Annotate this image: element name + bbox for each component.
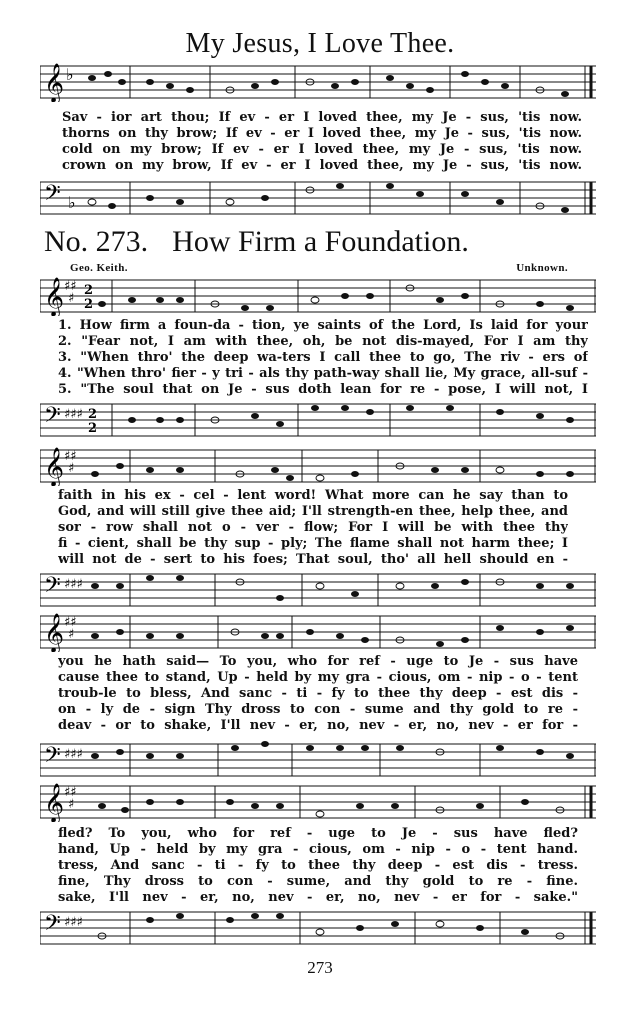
lyric-line: crown on my brow, If ev - er I loved thee, my Je - sus, 'tis now. bbox=[62, 158, 582, 173]
verse-lyrics bbox=[58, 826, 578, 906]
svg-text:♭: ♭ bbox=[66, 65, 74, 84]
lyric-line: 3. "When thro' the deep wa-ters I call thee to go, The riv - ers of bbox=[58, 350, 588, 365]
svg-text:♯♯♯: ♯♯♯ bbox=[64, 407, 83, 422]
svg-text:♯♯: ♯♯ bbox=[64, 279, 77, 294]
svg-text:♯♯: ♯♯ bbox=[64, 785, 77, 800]
svg-text:♯♯: ♯♯ bbox=[64, 615, 77, 630]
bass-staff bbox=[40, 740, 596, 780]
bass-staff bbox=[40, 908, 596, 948]
lyric-line: fi - cient, shall be thy sup - ply; The flame shall not harm thee; I bbox=[58, 536, 568, 551]
svg-text:2: 2 bbox=[84, 297, 94, 312]
svg-text:♯: ♯ bbox=[68, 797, 75, 812]
treble-staff bbox=[40, 62, 596, 102]
svg-text:𝄢: 𝄢 bbox=[44, 573, 61, 603]
svg-text:♯: ♯ bbox=[68, 461, 75, 476]
lyric-line: 5. "The soul that on Je - sus doth lean for re - pose, I will not, I bbox=[58, 382, 588, 397]
lyric-line: you he hath said— To you, who for ref - uge to Je - sus have bbox=[58, 654, 578, 669]
lyric-line: 4. "When thro' fier - y tri - als thy path-way shall lie, My grace, all-suf - bbox=[58, 366, 588, 381]
svg-text:𝄞: 𝄞 bbox=[44, 447, 65, 486]
bass-staff bbox=[40, 400, 596, 440]
treble-staff bbox=[40, 276, 596, 316]
bass-staff bbox=[40, 178, 596, 218]
lyric-line: troub-le to bless, And sanc - ti - fy to thee thy deep - est dis - bbox=[58, 686, 578, 701]
lyric-line: Sav - ior art thou; If ev - er I loved thee, my Je - sus, 'tis now. bbox=[62, 110, 582, 125]
svg-text:𝄢: 𝄢 bbox=[44, 403, 61, 433]
lyric-line: fine, Thy dross to con - sume, and thy gold to re - fine. bbox=[58, 874, 578, 889]
svg-text:2: 2 bbox=[88, 407, 98, 422]
lyric-line: sake, I'll nev - er, no, nev - er, no, nev - er for - sake." bbox=[58, 890, 578, 905]
lyric-line: tress, And sanc - ti - fy to thee thy deep - est dis - tress. bbox=[58, 858, 578, 873]
svg-text:♯: ♯ bbox=[68, 627, 75, 642]
svg-text:𝄞: 𝄞 bbox=[44, 277, 65, 316]
treble-staff bbox=[40, 612, 596, 652]
lyric-line: fled? To you, who for ref - uge to Je - sus have fled? bbox=[58, 826, 578, 841]
treble-staff bbox=[40, 446, 596, 486]
composer-credit: Geo. Keith. bbox=[70, 262, 128, 274]
svg-text:♯♯♯: ♯♯♯ bbox=[64, 915, 83, 930]
lyric-line: hand, Up - held by my gra - cious, om - nip - o - tent hand. bbox=[58, 842, 578, 857]
svg-text:2: 2 bbox=[88, 421, 98, 436]
svg-text:𝄢: 𝄢 bbox=[44, 743, 61, 773]
lyric-line: thorns on thy brow; If ev - er I loved thee, my Je - sus, 'tis now. bbox=[62, 126, 582, 141]
svg-text:𝄞: 𝄞 bbox=[44, 613, 65, 652]
svg-text:♯♯: ♯♯ bbox=[64, 449, 77, 464]
author-credit: Unknown. bbox=[516, 262, 568, 274]
bass-staff bbox=[40, 570, 596, 610]
svg-text:𝄞: 𝄞 bbox=[44, 63, 65, 102]
hymn-title-my-jesus: My Jesus, I Love Thee. bbox=[185, 28, 455, 59]
svg-text:♯: ♯ bbox=[68, 291, 75, 306]
lyric-line: faith in his ex - cel - lent word! What more can he say than to bbox=[58, 488, 568, 503]
lyric-line: 2. "Fear not, I am with thee, oh, be not dis-mayed, For I am thy bbox=[58, 334, 588, 349]
svg-text:♯♯♯: ♯♯♯ bbox=[64, 577, 83, 592]
lyric-line: 1. How firm a foun-da - tion, ye saints of the Lord, Is laid for your bbox=[58, 318, 588, 333]
svg-text:𝄢: 𝄢 bbox=[44, 181, 61, 211]
hymn-number: No. 273. bbox=[44, 225, 149, 258]
svg-text:𝄞: 𝄞 bbox=[44, 783, 65, 822]
lyric-line: God, and will still give thee aid; I'll strength-en thee, help thee, and bbox=[58, 504, 568, 519]
lyric-line: sor - row shall not o - ver - flow; For I will be with thee thy bbox=[58, 520, 568, 535]
verse-lyrics bbox=[58, 654, 578, 734]
lyric-line: cause thee to stand, Up - held by my gra - cious, om - nip - o - tent bbox=[58, 670, 578, 685]
lyric-line: deav - or to shake, I'll nev - er, no, nev - er, no, nev - er for - bbox=[58, 718, 578, 733]
svg-text:2: 2 bbox=[84, 283, 94, 298]
hymn-title-how-firm: How Firm a Foundation. bbox=[172, 225, 469, 258]
verse-lyrics bbox=[58, 318, 588, 398]
page-number: 273 bbox=[307, 958, 333, 977]
svg-text:♭: ♭ bbox=[68, 193, 76, 212]
lyric-line: will not de - sert to his foes; That soul, tho' all hell should en - bbox=[58, 552, 568, 567]
svg-text:♯♯♯: ♯♯♯ bbox=[64, 747, 83, 762]
lyric-line: cold on my brow; If ev - er I loved thee, my Je - sus, 'tis now. bbox=[62, 142, 582, 157]
hymn1-lyrics bbox=[62, 110, 582, 174]
treble-staff bbox=[40, 782, 596, 822]
lyric-line: on - ly de - sign Thy dross to con - sume and thy gold to re - bbox=[58, 702, 578, 717]
svg-text:𝄢: 𝄢 bbox=[44, 911, 61, 941]
hymn-header bbox=[44, 225, 604, 259]
verse-lyrics bbox=[58, 488, 568, 568]
